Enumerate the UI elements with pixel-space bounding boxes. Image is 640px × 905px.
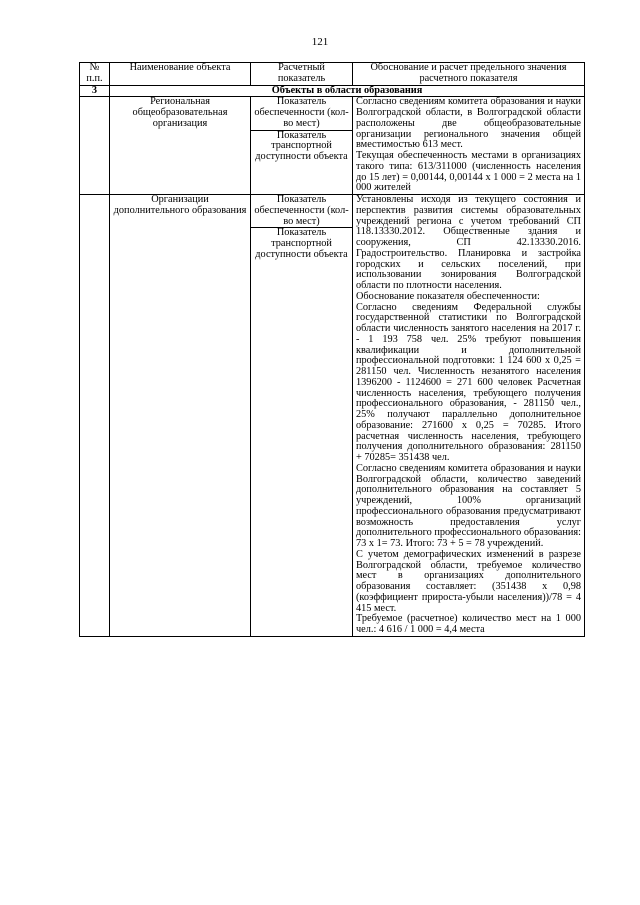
basis-paragraph: Текущая обеспеченность местами в организациях такого типа: 613/311000 (численность населения до 15 лет) = 0,00144, 0,00144 х 1 000 = 2 места на 1 000 жителей — [356, 150, 581, 194]
section-row — [80, 85, 585, 97]
basis-paragraph: С учетом демографических изменений в разрезе Волгоградской области, требуемое количество мест в организациях дополнительного образования составляет: (351438 х 0,98 (коэффициент прироста-убыли населения))/78 = 4 415 мест. — [356, 548, 581, 614]
indicator-provision: Показатель обеспеченности (кол-во мест) — [251, 97, 352, 130]
table-row — [80, 97, 585, 195]
page-number: 121 — [311, 36, 329, 48]
standards-table — [79, 62, 585, 637]
indicator-cell — [251, 195, 353, 637]
basis-paragraph: Согласно сведениям комитета образования и науки Волгоградской области, в Волгоградской области расположены две общеобразовательные организации регионального значения общей вместимостью 613 мест. — [356, 96, 581, 151]
indicator-provision: Показатель обеспеченности (кол-во мест) — [251, 195, 352, 228]
object-name: Организации дополнительного образования — [110, 195, 251, 637]
basis-paragraph: Установлены исходя из текущего состояния и перспектив развития системы образовательных учреждений региона с учетом требований СП 118.13330.2012. Общественные здания и сооружения, СП 42.13330.2016. Градостроительство. Планировка и застройка городских и сельских поселений, при использовании зонирования Волгоградской области по плотности населения. — [356, 194, 581, 291]
header-num-line2: п.п. — [86, 72, 103, 84]
basis-paragraph: Обоснование показателя обеспеченности: — [356, 290, 540, 302]
indicator-transport: Показатель транспортной доступности объекта — [255, 227, 348, 260]
table-row — [80, 195, 585, 637]
header-name: Наименование объекта — [110, 63, 251, 86]
basis-cell — [353, 195, 585, 637]
indicator-cell — [251, 97, 353, 195]
section-title: Объекты в области образования — [110, 85, 585, 97]
basis-cell — [353, 97, 585, 195]
header-basis: Обоснование и расчет предельного значения расчетного показателя — [353, 63, 585, 86]
header-num-line1: № — [89, 62, 100, 73]
basis-paragraph: Согласно сведениям Федеральной службы государственной статистики по Волгоградской области численность занятого населения на 2017 г. - 1 193 758 чел. 25% требуют повышения квалификации и дополнительной профессиональной подготовки: 1 124 600 х 0,25 = 281150 чел. Численность незанятого населения 1396200 - 1124600 = 271 600 человек Расчетная численность населения, требующего получения профессионального образования, - 281150 чел., 25% получают параллельно дополнительное образование: 271600 х 0,25 = 70285. Итого расчетная численность населения, требующего получения дополнительного образования: 281150 + 70285= 351438 чел. — [356, 301, 581, 463]
row-num-cell — [80, 97, 110, 195]
section-num: 3 — [80, 85, 110, 97]
basis-paragraph: Требуемое (расчетное) количество мест на 1 000 чел.: 4 616 / 1 000 = 4,4 места — [356, 613, 581, 635]
row-num-cell — [80, 195, 110, 637]
indicator-transport: Показатель транспортной доступности объекта — [255, 129, 348, 162]
table-header-row — [80, 63, 585, 86]
header-num — [80, 63, 110, 86]
object-name: Региональная общеобразовательная организация — [110, 97, 251, 195]
basis-paragraph: Согласно сведениям комитета образования и науки Волгоградской области, количество заведений дополнительного образования на составляет 5 учреждений, 100% организаций профессионального образования предусматривают возможность предоставления услуг дополнительного профессионального образования: 73 х 1= 73. Итого: 73 + 5 = 78 учреждений. — [356, 462, 581, 549]
header-indicator: Расчетный показатель — [251, 63, 353, 86]
